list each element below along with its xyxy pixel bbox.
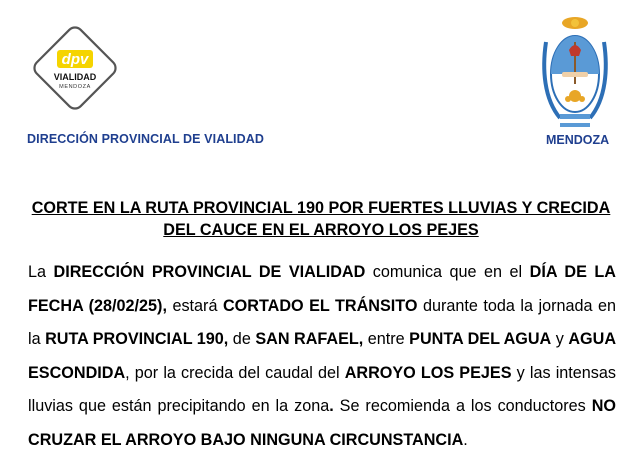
text-segment: La	[28, 263, 54, 281]
headline-line-1: CORTE EN LA RUTA PROVINCIAL 190 POR FUERTES LLUVIAS Y CRECIDA	[31, 199, 611, 217]
svg-text:dpv: dpv	[61, 51, 89, 68]
text-segment: estará	[166, 296, 223, 315]
bold-segment: ARROYO LOS PEJES	[344, 363, 512, 382]
text-segment: durante toda la jornada en la	[28, 296, 616, 349]
text-segment: Se recomienda a los conductores	[333, 397, 592, 416]
bold-segment: DIRECCIÓN PROVINCIAL DE VIALIDAD	[53, 263, 366, 281]
agency-label: DIRECCIÓN PROVINCIAL DE VIALIDAD	[27, 132, 265, 146]
text-segment: , por la crecida del caudal del	[125, 363, 345, 382]
bold-segment: .	[329, 397, 334, 416]
bold-segment: AGUA ESCONDIDA	[28, 330, 617, 382]
dpv-logo-name: VIALIDAD	[53, 72, 97, 82]
dpv-logo-sub: MENDOZA	[59, 84, 91, 90]
text-segment: de	[228, 330, 256, 349]
dpv-logo	[27, 20, 123, 116]
text-segment: entre	[363, 330, 410, 349]
bold-segment: RUTA PROVINCIAL 190,	[45, 330, 229, 349]
announcement-paragraph	[28, 256, 616, 458]
bold-segment: PUNTA DEL AGUA	[409, 330, 552, 349]
province-label: MENDOZA	[546, 133, 610, 147]
bold-segment: DÍA DE LA FECHA (28/02/25),	[28, 263, 616, 315]
bold-segment: NO CRUZAR EL ARROYO BAJO NINGUNA CIRCUNSTANCIA	[28, 397, 616, 449]
headline-line-2: DEL CAUCE EN EL ARROYO LOS PEJES	[163, 221, 479, 239]
bold-segment: CORTADO EL TRÁNSITO	[222, 296, 418, 315]
text-segment: comunica que en el	[365, 263, 530, 281]
mendoza-coat-of-arms-icon	[540, 14, 610, 130]
text-segment: y	[551, 330, 569, 349]
dpv-mark-icon	[57, 50, 93, 68]
headline	[28, 197, 614, 241]
bold-segment: SAN RAFAEL,	[255, 330, 364, 349]
text-segment: y las intensas lluvias que están precipitando en la zona	[28, 363, 616, 416]
text-segment: .	[463, 430, 468, 449]
